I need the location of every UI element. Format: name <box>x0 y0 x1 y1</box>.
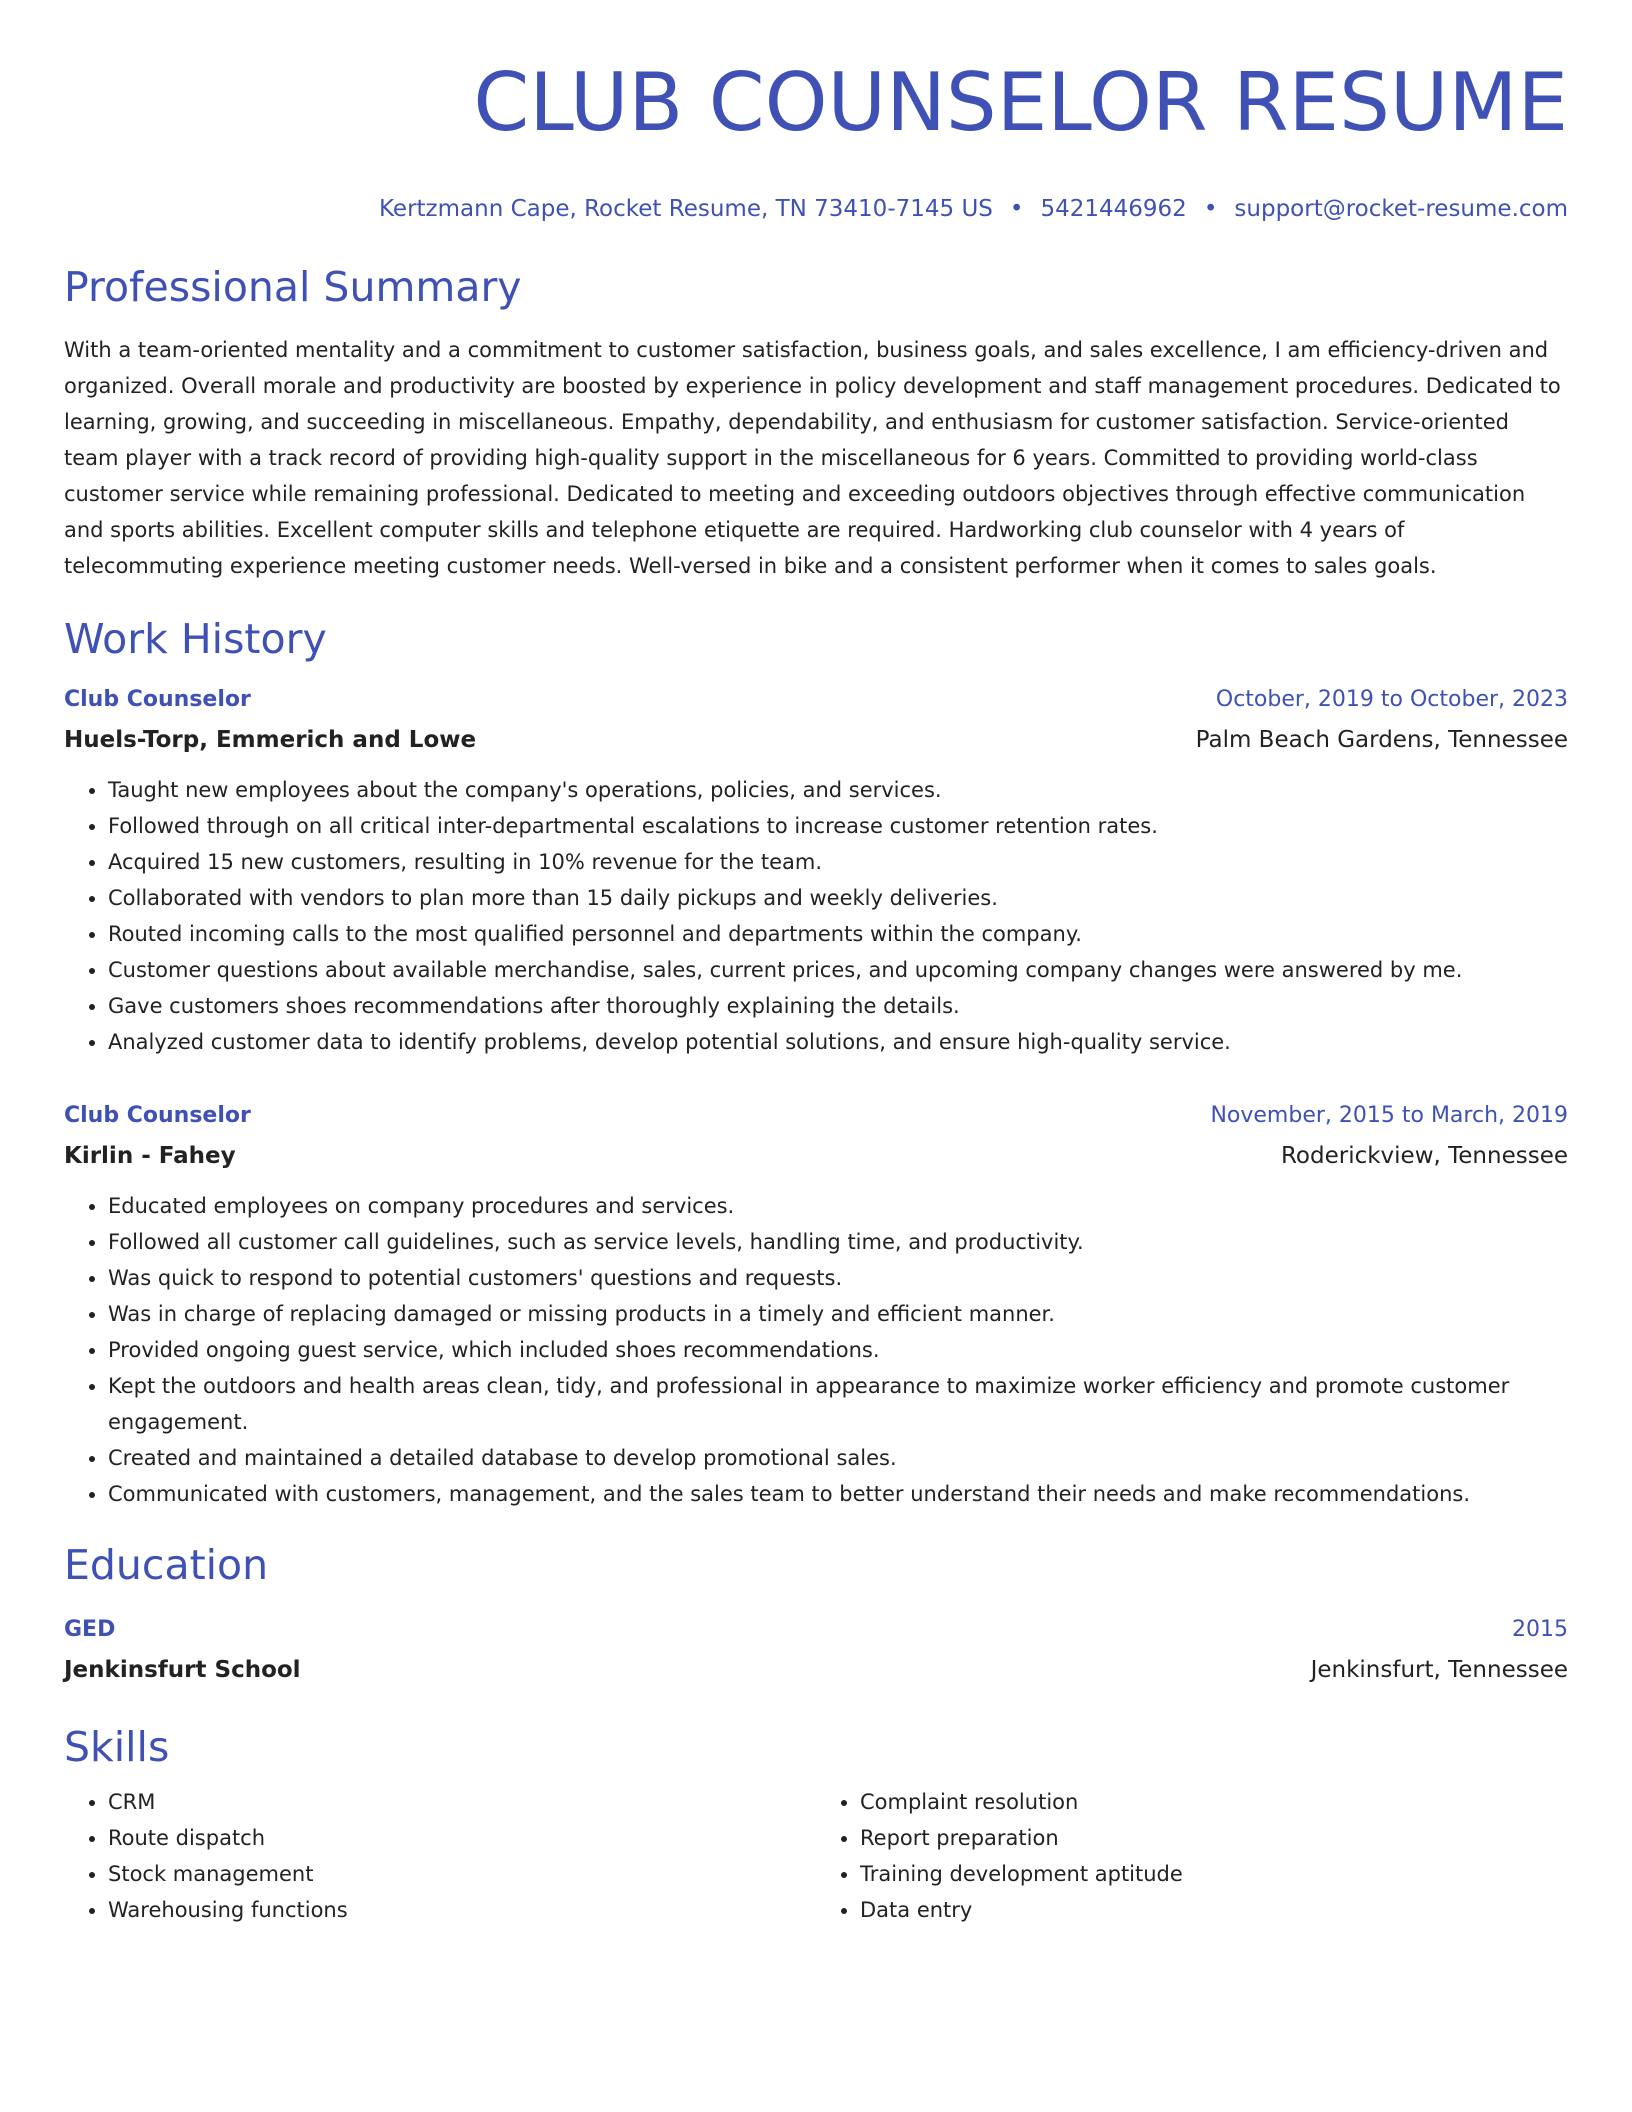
work-history-section <box>64 614 1568 1512</box>
contact-phone: 5421446962 <box>1040 196 1187 222</box>
contact-line <box>64 194 1568 224</box>
list-item: • Was quick to respond to potential customers' questions and requests. <box>108 1260 1568 1296</box>
skill-item: • CRM <box>108 1784 816 1820</box>
job-duties-list <box>64 1188 1568 1512</box>
list-item: • Provided ongoing guest service, which included shoes recommendations. <box>108 1332 1568 1368</box>
contact-address: Kertzmann Cape, Rocket Resume, TN 73410-7145 US <box>378 196 993 222</box>
company-name: Huels-Torp, Emmerich and Lowe <box>64 727 477 753</box>
job-location: Palm Beach Gardens, Tennessee <box>1195 727 1568 753</box>
section-title-education: Education <box>64 1541 269 1589</box>
list-item: • Followed through on all critical inter-departmental escalations to increase customer retention rates. <box>108 808 1568 844</box>
list-item: • Acquired 15 new customers, resulting in 10% revenue for the team. <box>108 844 1568 880</box>
skill-item: • Warehousing functions <box>108 1892 816 1928</box>
list-item: • Created and maintained a detailed database to develop promotional sales. <box>108 1440 1568 1476</box>
list-item: • Was in charge of replacing damaged or missing products in a timely and efficient manner. <box>108 1296 1568 1332</box>
school-location: Jenkinsfurt, Tennessee <box>1310 1657 1568 1683</box>
list-item: • Collaborated with vendors to plan more than 15 daily pickups and weekly deliveries. <box>108 880 1568 916</box>
separator-dot: • <box>1009 196 1024 222</box>
job-title: Club Counselor <box>64 687 251 712</box>
separator-dot: • <box>1203 196 1218 222</box>
contact-email: support@rocket-resume.com <box>1234 196 1568 222</box>
list-item: • Customer questions about available merchandise, sales, current prices, and upcoming company changes were answered by me. <box>108 952 1568 988</box>
list-item: • Taught new employees about the company's operations, policies, and services. <box>108 772 1568 808</box>
list-item: • Followed all customer call guidelines, such as service levels, handling time, and productivity. <box>108 1224 1568 1260</box>
skill-item: • Data entry <box>860 1892 1568 1928</box>
section-title-work-history: Work History <box>64 615 327 663</box>
skill-item: • Stock management <box>108 1856 816 1892</box>
skills-section <box>64 1722 1568 1928</box>
list-item: • Gave customers shoes recommendations after thoroughly explaining the details. <box>108 988 1568 1024</box>
list-item: • Educated employees on company procedures and services. <box>108 1188 1568 1224</box>
skills-list-left <box>64 1784 816 1928</box>
skill-item: • Training development aptitude <box>860 1856 1568 1892</box>
section-title-skills: Skills <box>64 1723 170 1771</box>
list-item: • Kept the outdoors and health areas clean, tidy, and professional in appearance to maximize worker efficiency and promote customer engagement. <box>108 1368 1568 1440</box>
graduation-year: 2015 <box>1512 1617 1568 1642</box>
degree-name: GED <box>64 1617 116 1642</box>
skill-item: • Route dispatch <box>108 1820 816 1856</box>
skills-list-right <box>816 1784 1568 1928</box>
skills-columns <box>64 1784 1568 1928</box>
skill-item: • Complaint resolution <box>860 1784 1568 1820</box>
list-item: • Communicated with customers, management, and the sales team to better understand their needs and make recommendations. <box>108 1476 1568 1512</box>
job-title: Club Counselor <box>64 1103 251 1128</box>
resume-title: CLUB COUNSELOR RESUME <box>473 56 1568 149</box>
school-name: Jenkinsfurt School <box>64 1657 301 1683</box>
job-entry <box>64 1100 1568 1512</box>
skill-item: • Report preparation <box>860 1820 1568 1856</box>
job-dates: October, 2019 to October, 2023 <box>1215 687 1568 712</box>
job-entry <box>64 684 1568 1060</box>
education-section <box>64 1540 1568 1686</box>
section-title-summary: Professional Summary <box>64 263 522 311</box>
company-name: Kirlin - Fahey <box>64 1143 236 1169</box>
education-entry <box>64 1614 1568 1686</box>
job-location: Roderickview, Tennessee <box>1280 1143 1568 1169</box>
job-dates: November, 2015 to March, 2019 <box>1210 1103 1568 1128</box>
list-item: • Routed incoming calls to the most qualified personnel and departments within the company. <box>108 916 1568 952</box>
summary-section <box>64 262 1568 584</box>
list-item: • Analyzed customer data to identify problems, develop potential solutions, and ensure high-quality service. <box>108 1024 1568 1060</box>
summary-text: With a team-oriented mentality and a commitment to customer satisfaction, business goals, and sales excellence, I am efficiency-driven and organized. Overall morale and productivity are boosted by experience in policy development and staff management procedures. Dedicated to learning, growing, and succeeding in miscellaneous. Empathy, dependability, and enthusiasm for customer satisfaction. Service-oriented team player with a track record of providing high-quality support in the miscellaneous for 6 years. Committed to providing world-class customer service while remaining professional. Dedicated to meeting and exceeding outdoors objectives through effective communication and sports abilities. Excellent computer skills and telephone etiquette are required. Hardworking club counselor with 4 years of telecommuting experience meeting customer needs. Well-versed in bike and a consistent performer when it comes to sales goals. <box>64 338 1561 578</box>
job-duties-list <box>64 772 1568 1060</box>
